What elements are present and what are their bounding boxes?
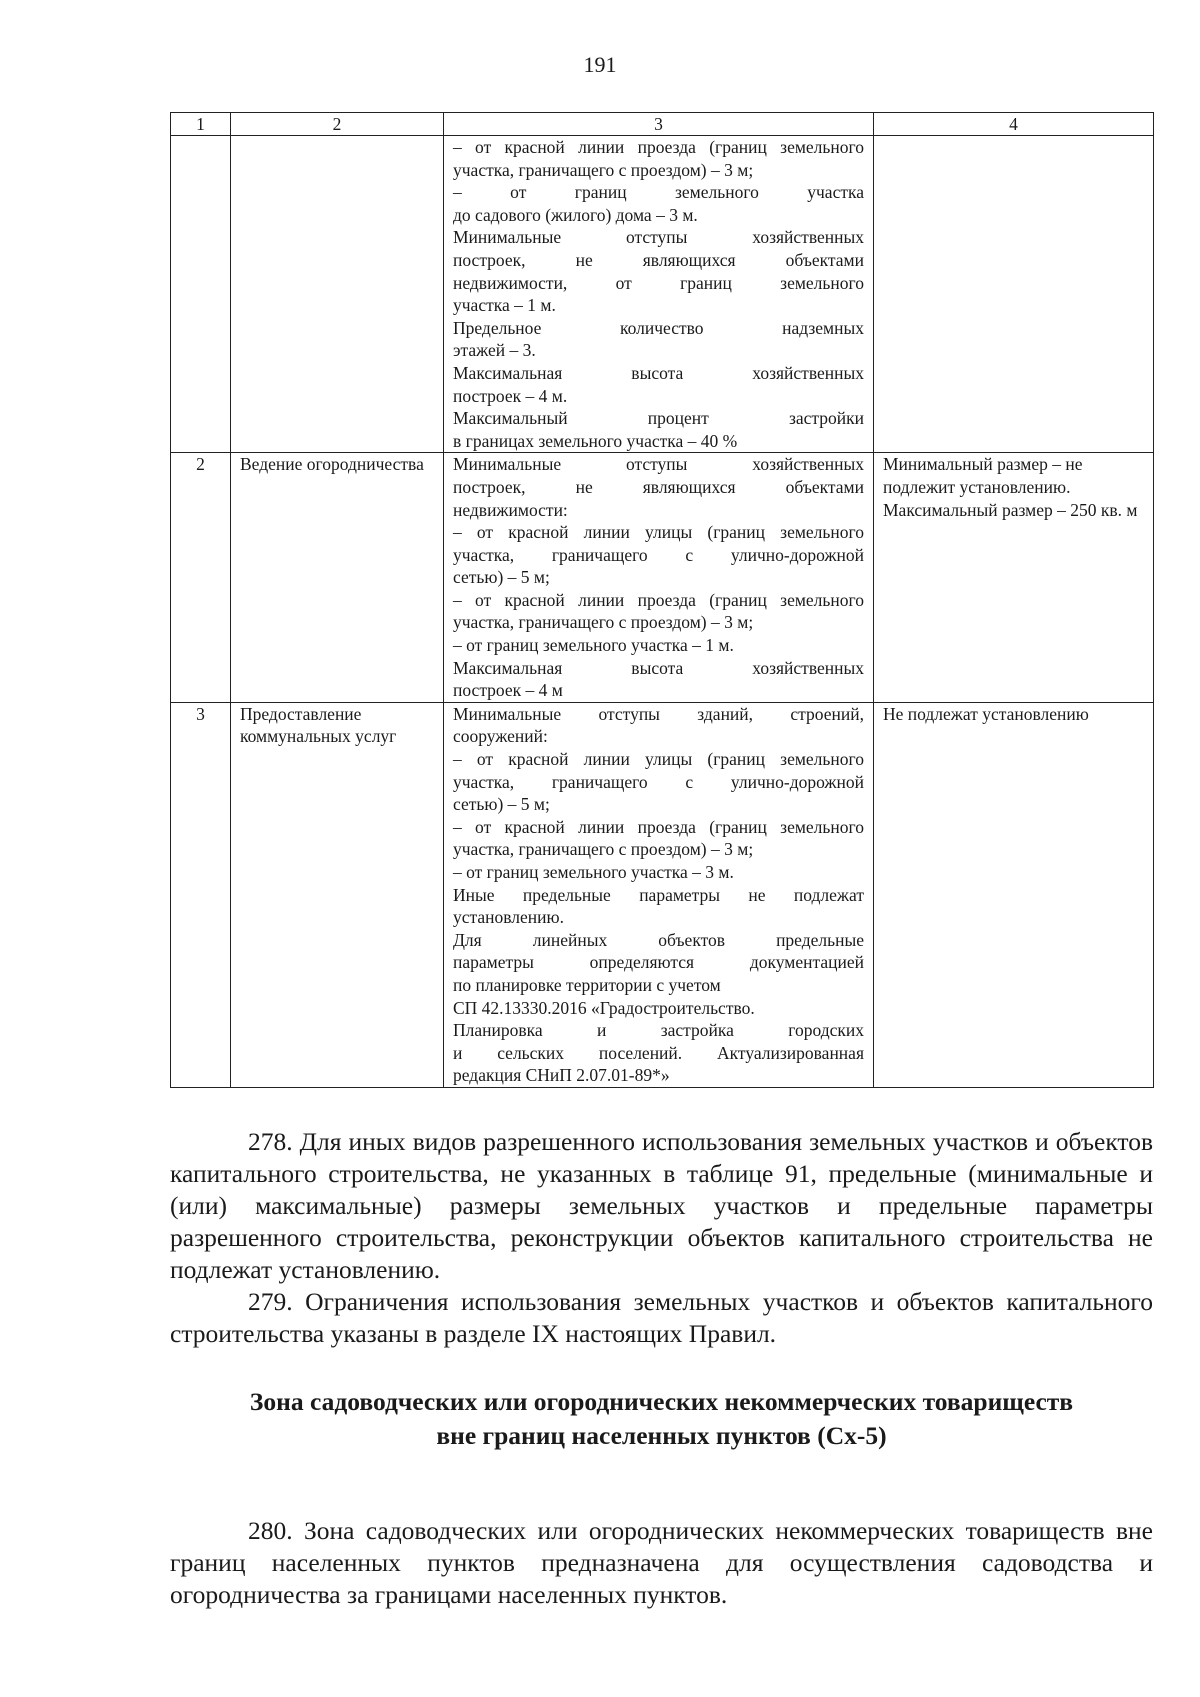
parameter-line: недвижимости, от границ земельного xyxy=(453,272,864,293)
parameters-cell xyxy=(444,702,874,1087)
table-header-row xyxy=(171,113,1154,136)
table-row xyxy=(171,453,1154,703)
use-type-name: Ведение огородничества xyxy=(231,453,444,703)
table-row xyxy=(171,136,1154,453)
use-type-name xyxy=(231,136,444,453)
parameter-line: участка, граничащего с проездом) – 3 м; xyxy=(453,839,754,860)
parameter-line: Иные предельные параметры не подлежат xyxy=(453,884,864,905)
parameter-line: построек, не являющихся объектами xyxy=(453,249,864,270)
row-number: 2 xyxy=(171,453,231,703)
parameter-line: в границах земельного участка – 40 % xyxy=(453,430,738,451)
row-number: 3 xyxy=(171,702,231,1087)
parameter-line: построек, не являющихся объектами xyxy=(453,476,864,497)
parameter-line: участка, граничащего с проездом) – 3 м; xyxy=(453,159,754,180)
column-header-2: 2 xyxy=(231,113,444,136)
plot-size-cell: Не подлежат установлению xyxy=(874,702,1154,1087)
parameter-line: участка, граничащего с улично-дорожной xyxy=(453,544,864,565)
parameter-line: Планировка и застройка городских xyxy=(453,1020,864,1041)
parameters-cell xyxy=(444,136,874,453)
parameter-line: этажей – 3. xyxy=(453,340,536,361)
use-type-name: Предоставление коммунальных услуг xyxy=(231,702,444,1087)
page-number: 191 xyxy=(583,52,617,77)
parameters-cell xyxy=(444,453,874,703)
parameter-line: параметры определяются документацией xyxy=(453,952,864,973)
body-paragraphs xyxy=(170,1126,1153,1350)
parameter-line: – от красной линии улицы (границ земельного xyxy=(453,749,864,770)
zone-heading-line-2: вне границ населенных пунктов (Сх-5) xyxy=(436,1421,887,1450)
parameter-line: сетью) – 5 м; xyxy=(453,794,550,815)
parameter-line: и сельских поселений. Актуализированная xyxy=(453,1042,864,1063)
parameter-line: участка, граничащего с улично-дорожной xyxy=(453,771,864,792)
parameter-line: построек – 4 м. xyxy=(453,385,568,406)
plot-size-cell: Минимальный размер – не подлежит установлению. Максимальный размер – 250 кв. м xyxy=(874,453,1154,703)
parameter-line: – от красной линии проезда (границ земельного xyxy=(453,589,864,610)
parameter-line: по планировке территории с учетом xyxy=(453,974,721,995)
parameter-line: сетью) – 5 м; xyxy=(453,567,550,588)
parameter-line: Максимальная высота хозяйственных xyxy=(453,362,864,383)
regulations-table xyxy=(170,112,1154,1088)
parameter-line: установлению. xyxy=(453,907,564,928)
parameter-line: – от границ земельного участка xyxy=(453,182,864,203)
column-header-4: 4 xyxy=(874,113,1154,136)
parameter-line: Минимальные отступы зданий, строений, xyxy=(453,703,864,724)
parameter-line: Максимальная высота хозяйственных xyxy=(453,657,864,678)
parameter-line: участка, граничащего с проездом) – 3 м; xyxy=(453,612,754,633)
paragraph-278: 278. Для иных видов разрешенного использования земельных участков и объектов капитального строительства, не указанных в таблице 91, предельные (минимальные и (или) максимальные) размеры земельных участков и предельные параметры разрешенного строительства, реконструкции объектов капитального строительства не подлежат установлению. xyxy=(170,1127,1153,1284)
column-header-1: 1 xyxy=(171,113,231,136)
parameter-line: Минимальные отступы хозяйственных xyxy=(453,454,864,475)
parameter-line: – от границ земельного участка – 3 м. xyxy=(453,862,734,882)
parameter-line: участка – 1 м. xyxy=(453,295,556,316)
column-header-3: 3 xyxy=(444,113,874,136)
parameter-line: недвижимости: xyxy=(453,499,568,520)
parameter-line: Для линейных объектов предельные xyxy=(453,929,864,950)
parameter-line: – от красной линии улицы (границ земельного xyxy=(453,522,864,543)
row-number xyxy=(171,136,231,453)
parameter-line: – от красной линии проезда (границ земельного xyxy=(453,137,864,157)
parameter-line: – от границ земельного участка – 1 м. xyxy=(453,635,734,656)
zone-heading xyxy=(170,1385,1153,1453)
parameter-line: – от красной линии проезда (границ земельного xyxy=(453,816,864,837)
zone-heading-line-1: Зона садоводческих или огороднических некоммерческих товариществ xyxy=(249,1387,1074,1416)
parameter-line: сооружений: xyxy=(453,726,548,747)
parameter-line: Предельное количество надземных xyxy=(453,317,864,338)
paragraph-280: 280. Зона садоводческих или огороднических некоммерческих товариществ вне границ населенных пунктов предназначена для осуществления садоводства и огородничества за границами населенных пунктов. xyxy=(170,1516,1153,1609)
parameter-line: Максимальный процент застройки xyxy=(453,408,864,429)
parameter-line: редакция СНиП 2.07.01-89*» xyxy=(453,1065,670,1086)
parameter-line: построек – 4 м xyxy=(453,680,563,701)
plot-size-cell xyxy=(874,136,1154,453)
parameter-line: СП 42.13330.2016 «Градостроительство. xyxy=(453,997,755,1018)
body-paragraphs-2 xyxy=(170,1515,1153,1611)
paragraph-279: 279. Ограничения использования земельных участков и объектов капитального строительства указаны в разделе IX настоящих Правил. xyxy=(170,1287,1153,1348)
parameter-line: до садового (жилого) дома – 3 м. xyxy=(453,204,698,225)
parameter-line: Минимальные отступы хозяйственных xyxy=(453,227,864,248)
table-row xyxy=(171,702,1154,1087)
